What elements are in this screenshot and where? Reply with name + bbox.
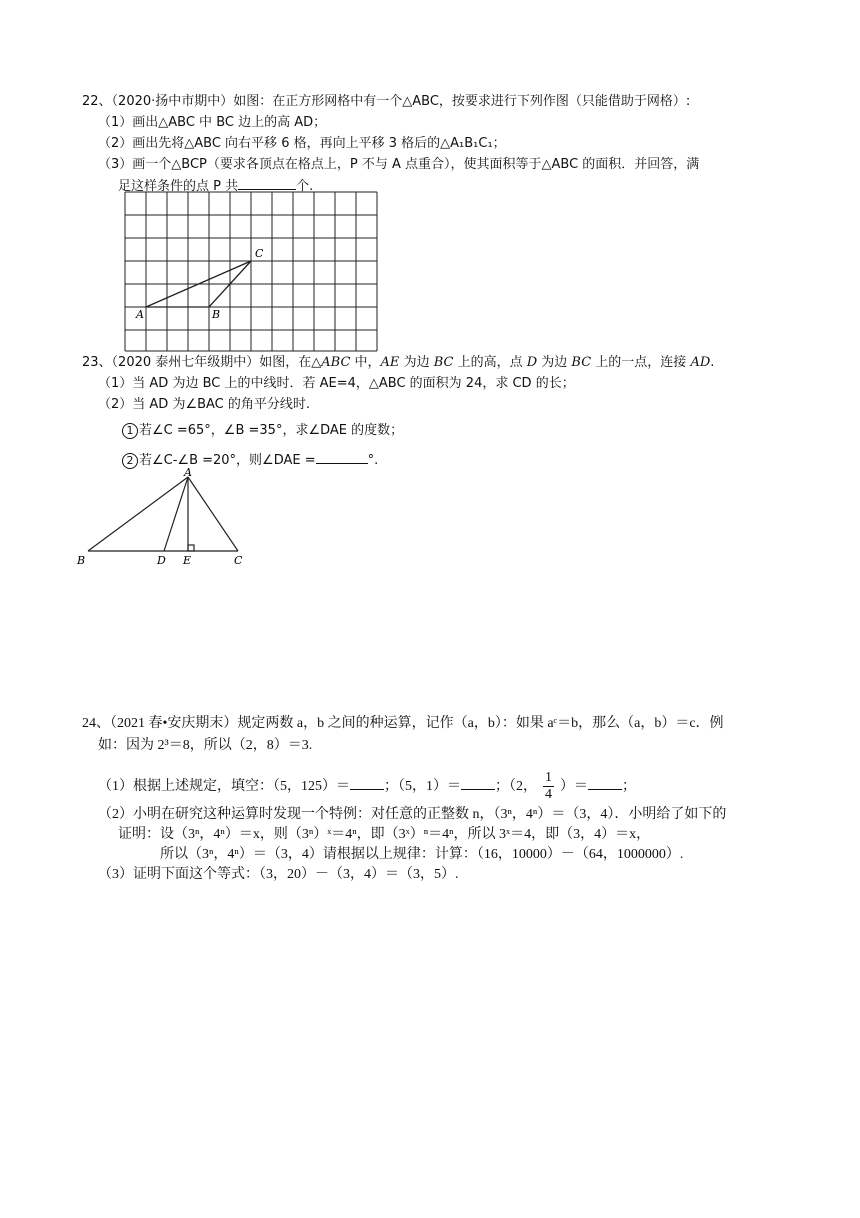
q24-heading: 24、（2021 春•安庆期末）规定两数 a，b 之间的种运算，记作（a，b）：如果 aᶜ＝b，那么（a，b）＝c．例 — [82, 716, 724, 731]
q22-part3-prefix: 足这样条件的点 P 共 — [118, 179, 239, 194]
q22-part1: （1）画出△ABC 中 BC 边上的高 AD； — [98, 115, 327, 130]
q23-head-text2: 中， — [350, 355, 381, 370]
q23-head-text5: 为边 — [537, 355, 572, 370]
circled-one-marker: 1 — [122, 423, 138, 439]
q23-head-end: . — [710, 355, 715, 370]
q23-sub2-text: 若∠C-∠B =20°，则∠DAE = — [139, 453, 316, 468]
q22-part3-line1: （3）画一个△BCP（要求各顶点在格点上，P 不与 A 点重合），使其面积等于△ABC 的面积．并回答，满 — [98, 157, 700, 172]
fraction-denominator: 4 — [545, 787, 552, 803]
fraction-one-quarter — [543, 770, 554, 803]
q24-part1-end: ； — [622, 779, 636, 794]
q24-part2-line2: 证明：设（3ⁿ，4ⁿ）＝x，则（3ⁿ）ˣ＝4ⁿ，即（3ˣ）ⁿ＝4ⁿ，所以 3ˣ＝4，即（3，4）＝x， — [118, 827, 651, 842]
q22-heading: 22、（2020·扬中市期中）如图：在正方形网格中有一个△ABC，按要求进行下列作图（只能借助于网格）: — [82, 94, 691, 109]
q23-sub2-suffix: °. — [367, 453, 379, 468]
q23-triangle-figure — [74, 466, 254, 570]
q24-part1-text3: ；（2， — [495, 779, 537, 794]
q23-sub1 — [122, 422, 403, 440]
q24-part1-text4: ）＝ — [560, 779, 588, 794]
label-d: D — [157, 554, 166, 567]
q24-part2-line3: 所以（3ⁿ，4ⁿ）＝（3，4）请根据以上规律：计算：（16，10000）－（64，1000000）. — [160, 847, 684, 862]
q24-part3: （3）证明下面这个等式：（3，20）－（3，4）＝（3，5）. — [98, 867, 459, 882]
label-a: A — [184, 466, 192, 479]
label-a: A — [136, 308, 144, 321]
q23-head-ae: AE — [380, 355, 400, 370]
circled-two-marker: 2 — [122, 453, 138, 469]
q23-head-abc: ABC — [321, 355, 351, 370]
q23-head-text: 23、（2020 泰州七年级期中）如图，在△ — [82, 355, 322, 370]
q23-part1: （1）当 AD 为边 BC 上的中线时．若 AE=4，△ABC 的面积为 24，求 CD 的长； — [98, 376, 575, 391]
q22-grid-figure — [122, 190, 380, 354]
q24-heading-line2: 如：因为 2³＝8，所以（2，8）＝3. — [98, 738, 313, 753]
q23-part2: （2）当 AD 为∠BAC 的角平分线时. — [98, 397, 311, 412]
label-e: E — [183, 554, 192, 567]
label-c: C — [255, 247, 264, 260]
fraction-numerator: 1 — [545, 770, 552, 786]
answer-blank-1[interactable] — [350, 776, 384, 790]
q23-head-text3: 为边 — [399, 355, 434, 370]
q23-head-text4: 上的高，点 — [453, 355, 527, 370]
q22-part3-suffix: 个. — [296, 179, 314, 194]
label-b: B — [77, 554, 86, 567]
q23-sub1-text: 若∠C =65°，∠B =35°，求∠DAE 的度数； — [139, 423, 404, 438]
q22-part2: （2）画出先将△ABC 向右平移 6 格，再向上平移 3 格后的△A₁B₁C₁； — [98, 136, 506, 151]
q23-head-d: D — [526, 355, 538, 370]
q23-head-text6: 上的一点，连接 — [591, 355, 691, 370]
answer-blank-3[interactable] — [588, 776, 622, 790]
q22-answer-blank[interactable] — [238, 176, 296, 190]
q23-head-bc: BC — [433, 355, 454, 370]
label-b: B — [212, 308, 221, 321]
q24-part1-text2: ；（5，1）＝ — [384, 779, 461, 794]
answer-blank-2[interactable] — [461, 776, 495, 790]
q23-answer-blank[interactable] — [316, 450, 368, 464]
q23-head-ad: AD — [690, 355, 711, 370]
q24-part1 — [98, 770, 636, 804]
q23-heading — [82, 354, 714, 372]
q24-part1-text: （1）根据上述规定，填空：（5，125）＝ — [98, 779, 350, 794]
q23-head-bc2: BC — [571, 355, 592, 370]
label-c: C — [234, 554, 243, 567]
q24-part2-line1: （2）小明在研究这种运算时发现一个特例：对任意的正整数 n，（3ⁿ，4ⁿ）＝（3，4）．小明给了如下的 — [98, 807, 727, 822]
